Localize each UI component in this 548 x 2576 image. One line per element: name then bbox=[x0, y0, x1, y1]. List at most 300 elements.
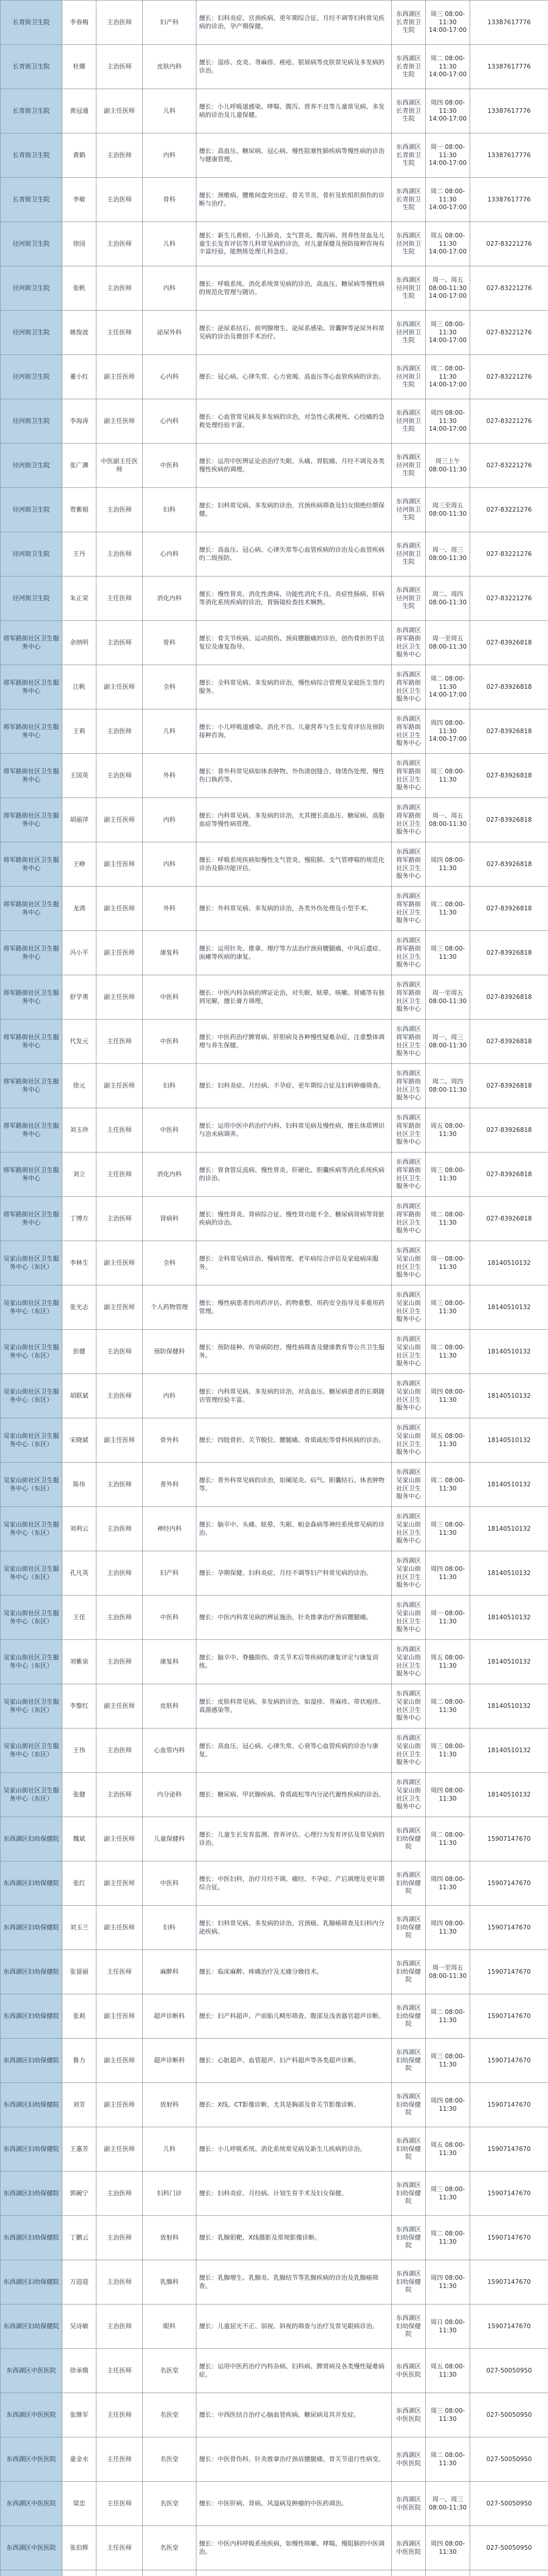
unit-cell: 将军路街社区卫生服务中心 bbox=[1, 1020, 62, 1064]
doctor-name-cell: 李黎红 bbox=[62, 1684, 96, 1728]
doctor-name-cell: 舒学勇 bbox=[62, 975, 96, 1020]
department-cell bbox=[143, 2570, 196, 2576]
doctor-name-cell: 刘芳 bbox=[62, 2083, 96, 2127]
table-row bbox=[1, 1773, 548, 1817]
address-cell: 东西湖区将军路街社区卫生服务中心 bbox=[392, 1108, 426, 1153]
specialty-cell: 擅长：乳腺钼靶、X线摄影及常规影像诊断。 bbox=[196, 2216, 392, 2260]
unit-cell: 吴家山街社区卫生服务中心（东区） bbox=[1, 1285, 62, 1330]
clinic-time-cell: 周二 08:00-11:30 bbox=[426, 887, 470, 931]
address-cell: 东西湖区吴家山街社区卫生服务中心 bbox=[392, 1596, 426, 1640]
clinic-time-cell: 周日 08:00-11:30 bbox=[426, 2304, 470, 2349]
clinic-time-cell: 周二 08:00-11:30 14:00-17:00 bbox=[426, 45, 470, 89]
unit-cell: 东西湖区妇幼保健院 bbox=[1, 1906, 62, 1950]
department-cell: 心内科 bbox=[143, 355, 196, 399]
doctor-title-cell: 主治医师 bbox=[96, 222, 143, 266]
doctor-name-cell: 彭健 bbox=[62, 1330, 96, 1374]
address-cell: 东西湖区径河街卫生院 bbox=[392, 577, 426, 621]
address-cell: 东西湖区将军路街社区卫生服务中心 bbox=[392, 754, 426, 798]
doctor-name-cell: 张广渊 bbox=[62, 444, 96, 488]
doctor-name-cell: 李敏 bbox=[62, 178, 96, 222]
department-cell: 预防保健科 bbox=[143, 1330, 196, 1374]
phone-cell: 15907147670 bbox=[470, 2127, 548, 2172]
doctor-name-cell: 李海涛 bbox=[62, 399, 96, 444]
clinic-time-cell: 周四 08:00-11:30 14:00-17:00 bbox=[426, 709, 470, 754]
doctor-name-cell: 王惠芳 bbox=[62, 2127, 96, 2172]
department-cell: 名医堂 bbox=[143, 2526, 196, 2570]
clinic-time-cell bbox=[426, 2570, 470, 2576]
address-cell: 东西湖区将军路街社区卫生服务中心 bbox=[392, 1197, 426, 1241]
department-cell: 放射科 bbox=[143, 2216, 196, 2260]
clinic-time-cell: 周一、周三 08:00-11:30 bbox=[426, 2482, 470, 2526]
doctor-title-cell: 主治医师 bbox=[96, 2260, 143, 2304]
address-cell: 东西湖区吴家山街社区卫生服务中心 bbox=[392, 1728, 426, 1773]
table-row bbox=[1, 178, 548, 222]
phone-cell: 027-83926818 bbox=[470, 887, 548, 931]
table-row bbox=[1, 1994, 548, 2039]
doctor-name-cell: 张莉 bbox=[62, 1994, 96, 2039]
table-row bbox=[1, 621, 548, 665]
address-cell: 东西湖区将军路街社区卫生服务中心 bbox=[392, 887, 426, 931]
address-cell: 东西湖区径河街卫生院 bbox=[392, 444, 426, 488]
specialty-cell: 擅长：脑卒中、脊髓损伤、骨关节术后等疾病的康复评定与康复训练。 bbox=[196, 1640, 392, 1684]
specialty-cell: 擅长：脑卒中、头痛、眩晕、失眠、帕金森病等神经系统常见病的诊治。 bbox=[196, 1507, 392, 1551]
address-cell: 东西湖区中医医院 bbox=[392, 2349, 426, 2393]
phone-cell: 027-83926818 bbox=[470, 975, 548, 1020]
specialty-cell: 擅长：中西医结合治疗心脑血管疾病、糖尿病及其并发症。 bbox=[196, 2393, 392, 2437]
table-row bbox=[1, 1507, 548, 1551]
doctor-name-cell: 王伟 bbox=[62, 1728, 96, 1773]
doctor-name-cell: 陈伟 bbox=[62, 1463, 96, 1507]
unit-cell: 东西湖区妇幼保健院 bbox=[1, 2216, 62, 2260]
clinic-time-cell: 周三 08:00-11:30 bbox=[426, 754, 470, 798]
doctor-name-cell: 张红 bbox=[62, 1861, 96, 1906]
clinic-time-cell: 周四 08:00-11:30 bbox=[426, 842, 470, 887]
unit-cell: 径河街卫生院 bbox=[1, 266, 62, 311]
doctor-title-cell: 主治医师 bbox=[96, 1728, 143, 1773]
doctor-title-cell: 副主任医师 bbox=[96, 665, 143, 709]
specialty-cell: 擅长：儿童屈光不正、弱视、斜视的筛查与治疗及常见眼病诊治。 bbox=[196, 2304, 392, 2349]
specialty-cell: 擅长：胃食管反流病、慢性胃炎、肝硬化、胆囊疾病等消化系统疾病的诊治。 bbox=[196, 1153, 392, 1197]
specialty-cell: 擅长：皮肤科常见病、多发病的诊治，如湿疹、荨麻疹、带状疱疹、真菌感染等。 bbox=[196, 1684, 392, 1728]
unit-cell: 将军路街社区卫生服务中心 bbox=[1, 1108, 62, 1153]
table-row bbox=[1, 1463, 548, 1507]
doctor-name-cell: 江帆 bbox=[62, 665, 96, 709]
specialty-cell: 擅长：颈椎病、腰椎间盘突出症、骨关节炎、骨折及软组织损伤的诊断与治疗。 bbox=[196, 178, 392, 222]
specialty-cell: 擅长：儿童生长发育监测、营养评估、心理行为发育评估及常见病的诊治。 bbox=[196, 1817, 392, 1861]
clinic-time-cell: 周四 08:00-11:30 14:00-17:00 bbox=[426, 89, 470, 133]
unit-cell: 东西湖区中医医院 bbox=[1, 2482, 62, 2526]
table-row bbox=[1, 1817, 548, 1861]
doctor-title-cell: 副主任医师 bbox=[96, 89, 143, 133]
specialty-cell: 擅长：内科常见病、多发病的诊治，尤其擅长高血压、糖尿病、高脂血症等慢性病管理。 bbox=[196, 798, 392, 842]
phone-cell: 18140510132 bbox=[470, 1551, 548, 1596]
phone-cell: 027-83221276 bbox=[470, 266, 548, 311]
doctor-title-cell: 副主任医师 bbox=[96, 2127, 143, 2172]
doctor-title-cell: 副主任医师 bbox=[96, 2039, 143, 2083]
phone-cell: 027-83221276 bbox=[470, 222, 548, 266]
department-cell: 心血管内科 bbox=[143, 1728, 196, 1773]
table-row bbox=[1, 355, 548, 399]
specialty-cell bbox=[196, 2570, 392, 2576]
unit-cell: 将军路街社区卫生服务中心 bbox=[1, 1153, 62, 1197]
doctor-title-cell: 主任医师 bbox=[96, 311, 143, 355]
doctor-title-cell: 主治医师 bbox=[96, 532, 143, 577]
department-cell: 中医科 bbox=[143, 1020, 196, 1064]
address-cell: 东西湖区吴家山街社区卫生服务中心 bbox=[392, 1684, 426, 1728]
clinic-time-cell: 周五 08:00-11:30 bbox=[426, 1108, 470, 1153]
doctor-title-cell: 主治医师 bbox=[96, 133, 143, 178]
doctor-name-cell: 龙鸿 bbox=[62, 887, 96, 931]
table-row bbox=[1, 2127, 548, 2172]
phone-cell: 027-83926818 bbox=[470, 798, 548, 842]
phone-cell: 15907147670 bbox=[470, 2260, 548, 2304]
doctor-name-cell: 张伯辉 bbox=[62, 2526, 96, 2570]
unit-cell: 长青街卫生院 bbox=[1, 89, 62, 133]
clinic-time-cell: 周三 08:00-11:30 bbox=[426, 1728, 470, 1773]
doctor-name-cell: 丁鹏云 bbox=[62, 2216, 96, 2260]
phone-cell: 027-83926818 bbox=[470, 754, 548, 798]
address-cell: 东西湖区中医医院 bbox=[392, 2526, 426, 2570]
phone-cell: 15907147670 bbox=[470, 1950, 548, 1994]
address-cell: 东西湖区径河街卫生院 bbox=[392, 311, 426, 355]
doctor-title-cell: 副主任医师 bbox=[96, 931, 143, 975]
clinic-time-cell: 周一、周五 08:00-11:30 bbox=[426, 798, 470, 842]
table-row bbox=[1, 1418, 548, 1463]
table-row bbox=[1, 2570, 548, 2576]
phone-cell: 13387617776 bbox=[470, 178, 548, 222]
clinic-time-cell: 周四 08:00-11:30 bbox=[426, 2083, 470, 2127]
phone-cell: 18140510132 bbox=[470, 1241, 548, 1285]
unit-cell: 东西湖区妇幼保健院 bbox=[1, 2083, 62, 2127]
address-cell: 东西湖区中医医院 bbox=[392, 2482, 426, 2526]
specialty-cell: 擅长：临床麻醉、疼痛治疗及无痛分娩技术。 bbox=[196, 1950, 392, 1994]
department-cell: 眼科 bbox=[143, 2304, 196, 2349]
doctor-title-cell: 主任医师 bbox=[96, 1950, 143, 1994]
department-cell: 内科 bbox=[143, 798, 196, 842]
doctor-title-cell: 副主任医师 bbox=[96, 1064, 143, 1108]
unit-cell: 吴家山街社区卫生服务中心（东区） bbox=[1, 1463, 62, 1507]
department-cell: 名医堂 bbox=[143, 2482, 196, 2526]
phone-cell: 027-83221276 bbox=[470, 399, 548, 444]
clinic-time-cell: 周三 08:00-11:30 bbox=[426, 2172, 470, 2216]
table-row bbox=[1, 1640, 548, 1684]
phone-cell: 027-83221276 bbox=[470, 311, 548, 355]
clinic-time-cell: 周一、周三 08:00-11:30 bbox=[426, 532, 470, 577]
clinic-time-cell: 周五 08:00-11:30 bbox=[426, 1418, 470, 1463]
unit-cell: 东西湖区妇幼保健院 bbox=[1, 2127, 62, 2172]
clinic-time-cell: 周四 08:00-11:30 bbox=[426, 1906, 470, 1950]
unit-cell: 径河街卫生院 bbox=[1, 532, 62, 577]
doctor-name-cell: 刘利云 bbox=[62, 1507, 96, 1551]
unit-cell: 东西湖区中医医院 bbox=[1, 2393, 62, 2437]
specialty-cell: 擅长：中医药治疗脾胃病、肝胆病及各种慢性疑难杂症，注重整体调理与养生保健。 bbox=[196, 1020, 392, 1064]
phone-cell: 027-50050950 bbox=[470, 2482, 548, 2526]
phone-cell: 13387617776 bbox=[470, 1, 548, 45]
address-cell: 东西湖区妇幼保健院 bbox=[392, 1817, 426, 1861]
unit-cell: 吴家山街社区卫生服务中心（东区） bbox=[1, 1374, 62, 1418]
doctor-title-cell: 副主任医师 bbox=[96, 1817, 143, 1861]
specialty-cell: 擅长：呼吸系统、消化系统常见病的诊治，高血压、糖尿病等慢性病的规范化管理与随访。 bbox=[196, 266, 392, 311]
clinic-time-cell: 周三至周五 08:00-11:30 bbox=[426, 488, 470, 532]
specialty-cell: 擅长：慢性胃炎、消化性溃疡、功能性消化不良、炎症性肠病、肝病等消化系统疾病的诊治，胃肠镜检查技术娴熟。 bbox=[196, 577, 392, 621]
clinic-time-cell: 周二 08:00-11:30 bbox=[426, 1463, 470, 1507]
address-cell: 东西湖区将军路街社区卫生服务中心 bbox=[392, 975, 426, 1020]
doctor-name-cell: 吴诗敏 bbox=[62, 2304, 96, 2349]
department-cell: 儿童保健科 bbox=[143, 1817, 196, 1861]
table-row bbox=[1, 89, 548, 133]
address-cell: 东西湖区吴家山街社区卫生服务中心 bbox=[392, 1463, 426, 1507]
doctor-title-cell: 副主任医师 bbox=[96, 1241, 143, 1285]
doctor-title-cell: 副主任医师 bbox=[96, 1684, 143, 1728]
specialty-cell: 擅长：高血压、糖尿病、冠心病、慢性阻塞性肺疾病等慢性病的诊治与健康管理。 bbox=[196, 133, 392, 178]
table-row bbox=[1, 1374, 548, 1418]
phone-cell: 13387617776 bbox=[470, 133, 548, 178]
doctor-title-cell: 主任医师 bbox=[96, 1108, 143, 1153]
specialty-cell: 擅长：普外科常见病如体表肿物、外伤清创缝合、烧烫伤处理、慢性伤口换药等。 bbox=[196, 754, 392, 798]
phone-cell: 027-83926818 bbox=[470, 931, 548, 975]
doctor-name-cell: 刘玉珍 bbox=[62, 1108, 96, 1153]
unit-cell: 将军路街社区卫生服务中心 bbox=[1, 842, 62, 887]
address-cell: 东西湖区将军路街社区卫生服务中心 bbox=[392, 621, 426, 665]
clinic-time-cell: 周二 08:00-11:30 14:00-17:00 bbox=[426, 355, 470, 399]
specialty-cell: 擅长：内科常见病、多发病的诊治，对高血压、糖尿病患者的长期随访管理经验丰富。 bbox=[196, 1374, 392, 1418]
department-cell: 麻醉科 bbox=[143, 1950, 196, 1994]
unit-cell: 吴家山街社区卫生服务中心（东区） bbox=[1, 1640, 62, 1684]
address-cell: 东西湖区径河街卫生院 bbox=[392, 355, 426, 399]
doctor-name-cell: 黄鹤 bbox=[62, 133, 96, 178]
table-row bbox=[1, 1108, 548, 1153]
specialty-cell: 擅长：妇科炎症、月经病、计划生育手术及妇女保健。 bbox=[196, 2172, 392, 2216]
specialty-cell: 擅长：中医内科常见病的辨证施治，针灸推拿治疗颈肩腰腿痛。 bbox=[196, 1596, 392, 1640]
doctor-title-cell: 副主任医师 bbox=[96, 399, 143, 444]
specialty-cell: 擅长：心脏超声、血管超声、妇产科超声等各类超声诊断。 bbox=[196, 2039, 392, 2083]
doctor-title-cell: 主治医师 bbox=[96, 45, 143, 89]
phone-cell: 027-50050950 bbox=[470, 2437, 548, 2482]
specialty-cell: 擅长：运用中医辨证论治治疗失眠、头痛、胃脘痛、月经不调及各类慢性疾病的调理。 bbox=[196, 444, 392, 488]
address-cell: 东西湖区吴家山街社区卫生服务中心 bbox=[392, 1507, 426, 1551]
doctor-name-cell: 杜娜 bbox=[62, 45, 96, 89]
specialty-cell: 擅长：全科常见病、多发病的诊治，慢性病综合管理及家庭医生签约服务。 bbox=[196, 665, 392, 709]
phone-cell: 027-83926818 bbox=[470, 1064, 548, 1108]
clinic-time-cell: 周一至周五 08:00-11:30 bbox=[426, 975, 470, 1020]
phone-cell: 027-83926818 bbox=[470, 709, 548, 754]
department-cell: 妇科 bbox=[143, 1906, 196, 1950]
specialty-cell: 擅长：慢性肾炎、肾病综合征、慢性肾功能不全、糖尿病肾病等肾脏疾病的诊治。 bbox=[196, 1197, 392, 1241]
department-cell: 名医堂 bbox=[143, 2349, 196, 2393]
clinic-time-cell: 周三 08:00-11:30 bbox=[426, 1507, 470, 1551]
department-cell: 内科 bbox=[143, 266, 196, 311]
table-row bbox=[1, 2216, 548, 2260]
specialty-cell: 擅长：全科常见病诊治、慢病管理、老年病综合评估及家庭病床服务。 bbox=[196, 1241, 392, 1285]
phone-cell: 13387617776 bbox=[470, 89, 548, 133]
department-cell: 名医堂 bbox=[143, 2393, 196, 2437]
table-row bbox=[1, 665, 548, 709]
table-row bbox=[1, 1684, 548, 1728]
clinic-time-cell: 周四 08:00-11:30 bbox=[426, 2260, 470, 2304]
address-cell: 东西湖区径河街卫生院 bbox=[392, 532, 426, 577]
clinic-time-cell: 周二 08:00-11:30 bbox=[426, 1197, 470, 1241]
phone-cell: 027-83926818 bbox=[470, 1108, 548, 1153]
specialty-cell: 擅长：中医骨伤科，针灸推拿治疗颈肩腰腿痛、骨关节退行性病变。 bbox=[196, 2437, 392, 2482]
doctor-title-cell: 主任医师 bbox=[96, 2349, 143, 2393]
clinic-time-cell: 周二 08:00-11:30 14:00-17:00 bbox=[426, 178, 470, 222]
phone-cell: 027-83221276 bbox=[470, 444, 548, 488]
department-cell: 普外科 bbox=[143, 1463, 196, 1507]
clinic-time-cell: 周三 08:00-11:30 bbox=[426, 931, 470, 975]
clinic-time-cell: 周三 08:00-11:30 bbox=[426, 2393, 470, 2437]
unit-cell: 东西湖区中医医院 bbox=[1, 2437, 62, 2482]
doctor-title-cell: 主治医师 bbox=[96, 1197, 143, 1241]
department-cell: 儿科 bbox=[143, 222, 196, 266]
specialty-cell: 擅长：运用针灸、推拿、理疗等方法治疗颈肩腰腿痛、中风后遗症、面瘫等疾病的康复。 bbox=[196, 931, 392, 975]
department-cell: 儿科 bbox=[143, 709, 196, 754]
unit-cell: 将军路街社区卫生服务中心 bbox=[1, 709, 62, 754]
phone-cell: 15907147670 bbox=[470, 1906, 548, 1950]
department-cell: 皮肤内科 bbox=[143, 45, 196, 89]
table-row bbox=[1, 931, 548, 975]
doctor-name-cell: 郭碗宁 bbox=[62, 2172, 96, 2216]
department-cell: 中医科 bbox=[143, 975, 196, 1020]
doctor-title-cell: 主任医师 bbox=[96, 2393, 143, 2437]
department-cell: 内科 bbox=[143, 842, 196, 887]
unit-cell: 吴家山街社区卫生服务中心（东区） bbox=[1, 1596, 62, 1640]
unit-cell: 长青街卫生院 bbox=[1, 45, 62, 89]
unit-cell: 将军路街社区卫生服务中心 bbox=[1, 754, 62, 798]
department-cell: 妇产科 bbox=[143, 1551, 196, 1596]
table-row bbox=[1, 1330, 548, 1374]
phone-cell: 027-83926818 bbox=[470, 1197, 548, 1241]
specialty-cell: 擅长：新生儿黄疸、小儿肺炎、支气管炎、腹泻病、营养性贫血及儿童生长发育评估等儿科常见病的诊治，对儿童保健及预防接种咨询有丰富经验，能熟练处理儿科急症。 bbox=[196, 222, 392, 266]
table-row bbox=[1, 577, 548, 621]
specialty-cell: 擅长：妇科常见病、多发病的诊治，宫颈疾病筛查及妇女围绝经期保健。 bbox=[196, 488, 392, 532]
doctor-title-cell: 主治医师 bbox=[96, 709, 143, 754]
doctor-name-cell: 梁忠 bbox=[62, 2482, 96, 2526]
phone-cell: 15907147670 bbox=[470, 2172, 548, 2216]
specialty-cell: 擅长：中医内科呼吸系统疾病，如慢性咳嗽、哮喘、慢阻肺的中医调治。 bbox=[196, 2526, 392, 2570]
department-cell: 放射科 bbox=[143, 2083, 196, 2127]
department-cell: 内科 bbox=[143, 133, 196, 178]
department-cell: 中医科 bbox=[143, 444, 196, 488]
table-row bbox=[1, 1596, 548, 1640]
table-row bbox=[1, 1906, 548, 1950]
address-cell: 东西湖区吴家山街社区卫生服务中心 bbox=[392, 1551, 426, 1596]
clinic-time-cell: 周二、周四 08:00-11:30 bbox=[426, 577, 470, 621]
doctor-title-cell: 副主任医师 bbox=[96, 1285, 143, 1330]
specialty-cell: 擅长：小儿呼吸道感染、消化不良、儿童营养与生长发育评估及预防接种咨询。 bbox=[196, 709, 392, 754]
department-cell: 心内科 bbox=[143, 532, 196, 577]
doctor-title-cell: 副主任医师 bbox=[96, 2083, 143, 2127]
doctor-title-cell: 主治医师 bbox=[96, 178, 143, 222]
department-cell: 康复科 bbox=[143, 931, 196, 975]
address-cell: 东西湖区径河街卫生院 bbox=[392, 222, 426, 266]
table-row bbox=[1, 887, 548, 931]
doctor-name-cell: 贾紫娟 bbox=[62, 488, 96, 532]
doctor-title-cell: 主治医师 bbox=[96, 1, 143, 45]
doctor-title-cell: 副主任医师 bbox=[96, 842, 143, 887]
doctor-title-cell: 主治医师 bbox=[96, 1640, 143, 1684]
unit-cell: 将军路街社区卫生服务中心 bbox=[1, 1064, 62, 1108]
doctor-name-cell: 董小红 bbox=[62, 355, 96, 399]
clinic-time-cell: 周四 08:00-11:30 bbox=[426, 2526, 470, 2570]
unit-cell: 东西湖区妇幼保健院 bbox=[1, 2260, 62, 2304]
table-row bbox=[1, 1861, 548, 1906]
department-cell: 全科 bbox=[143, 1241, 196, 1285]
address-cell: 东西湖区吴家山街社区卫生服务中心 bbox=[392, 1330, 426, 1374]
specialty-cell: 擅长：泌尿系结石、前列腺增生、泌尿系感染、肾囊肿等泌尿外科常见病的诊治及微创手术治疗。 bbox=[196, 311, 392, 355]
clinic-time-cell: 周三 08:00-11:30 bbox=[426, 2039, 470, 2083]
phone-cell: 18140510132 bbox=[470, 1684, 548, 1728]
doctor-title-cell: 中医副主任医师 bbox=[96, 444, 143, 488]
clinic-time-cell: 周四 08:00-11:30 bbox=[426, 1773, 470, 1817]
table-row bbox=[1, 2260, 548, 2304]
unit-cell: 径河街卫生院 bbox=[1, 399, 62, 444]
phone-cell: 15907147670 bbox=[470, 2216, 548, 2260]
address-cell: 东西湖区将军路街社区卫生服务中心 bbox=[392, 842, 426, 887]
specialty-cell: 擅长：乳腺增生、乳腺炎、乳腺结节等乳腺疾病的诊治及乳腺癌筛查。 bbox=[196, 2260, 392, 2304]
specialty-cell: 擅长：妇科炎症、宫颈疾病、更年期综合征、月经不调等妇科常见疾病的诊治，孕产期保健。 bbox=[196, 1, 392, 45]
department-cell: 内分泌科 bbox=[143, 1773, 196, 1817]
phone-cell: 18140510132 bbox=[470, 1418, 548, 1463]
specialty-cell: 擅长：高血压、冠心病、心律失常、心衰等心血管疾病的诊治与康复。 bbox=[196, 1728, 392, 1773]
doctor-title-cell: 副主任医师 bbox=[96, 1906, 143, 1950]
department-cell: 名医堂 bbox=[143, 2437, 196, 2482]
phone-cell: 18140510132 bbox=[470, 1773, 548, 1817]
department-cell: 神经内科 bbox=[143, 1507, 196, 1551]
specialty-cell: 擅长：小儿呼吸系统、消化系统常见病及新生儿疾病的诊治。 bbox=[196, 2127, 392, 2172]
department-cell: 外科 bbox=[143, 887, 196, 931]
clinic-time-cell: 周一 08:00-11:30 bbox=[426, 1241, 470, 1285]
department-cell: 骨科 bbox=[143, 621, 196, 665]
address-cell: 东西湖区妇幼保健院 bbox=[392, 1861, 426, 1906]
table-row bbox=[1, 1950, 548, 1994]
address-cell: 东西湖区妇幼保健院 bbox=[392, 2127, 426, 2172]
unit-cell: 东西湖区中医医院 bbox=[1, 2526, 62, 2570]
schedule-table-body bbox=[1, 1, 548, 2576]
specialty-cell: 擅长：小儿呼吸道感染、哮喘、腹泻、营养不良等儿童常见病、多发病的诊治及儿童保健。 bbox=[196, 89, 392, 133]
table-row bbox=[1, 488, 548, 532]
phone-cell: 15907147670 bbox=[470, 1861, 548, 1906]
address-cell: 东西湖区妇幼保健院 bbox=[392, 2216, 426, 2260]
clinic-time-cell: 周五 08:00-11:30 bbox=[426, 2349, 470, 2393]
specialty-cell: 擅长：中医肝病、肾病、风湿病及肿瘤的中医药调治。 bbox=[196, 2482, 392, 2526]
unit-cell: 径河街卫生院 bbox=[1, 488, 62, 532]
table-row bbox=[1, 975, 548, 1020]
doctor-title-cell: 副主任医师 bbox=[96, 1418, 143, 1463]
clinic-time-cell: 周四 08:00-11:30 14:00-17:00 bbox=[426, 399, 470, 444]
table-row bbox=[1, 1153, 548, 1197]
phone-cell: 18140510132 bbox=[470, 1728, 548, 1773]
clinic-time-cell: 周一、周三 08:00-11:30 bbox=[426, 1020, 470, 1064]
phone-cell: 18140510132 bbox=[470, 1463, 548, 1507]
address-cell: 东西湖区径河街卫生院 bbox=[392, 399, 426, 444]
address-cell: 东西湖区长青街卫生院 bbox=[392, 133, 426, 178]
doctor-title-cell: 主治医师 bbox=[96, 266, 143, 311]
specialty-cell: 擅长：预防接种、传染病防控、慢性病筛查及健康教育等公共卫生服务。 bbox=[196, 1330, 392, 1374]
clinic-time-cell: 周三 08:00-11:30 bbox=[426, 1285, 470, 1330]
unit-cell: 长青街卫生院 bbox=[1, 1, 62, 45]
phone-cell: 18140510132 bbox=[470, 1374, 548, 1418]
doctor-title-cell: 主治医师 bbox=[96, 621, 143, 665]
table-row bbox=[1, 1285, 548, 1330]
department-cell: 消化内科 bbox=[143, 1153, 196, 1197]
table-row bbox=[1, 2083, 548, 2127]
table-row bbox=[1, 1728, 548, 1773]
specialty-cell: 擅长：高血压、冠心病、心律失常等心血管疾病的诊治及心血管疾病的二级预防。 bbox=[196, 532, 392, 577]
clinic-time-cell: 周二 08:00-11:30 bbox=[426, 1817, 470, 1861]
doctor-name-cell: 代发元 bbox=[62, 1020, 96, 1064]
doctor-name-cell: 张光志 bbox=[62, 1285, 96, 1330]
clinic-time-cell: 周五 08:00-11:30 bbox=[426, 2127, 470, 2172]
